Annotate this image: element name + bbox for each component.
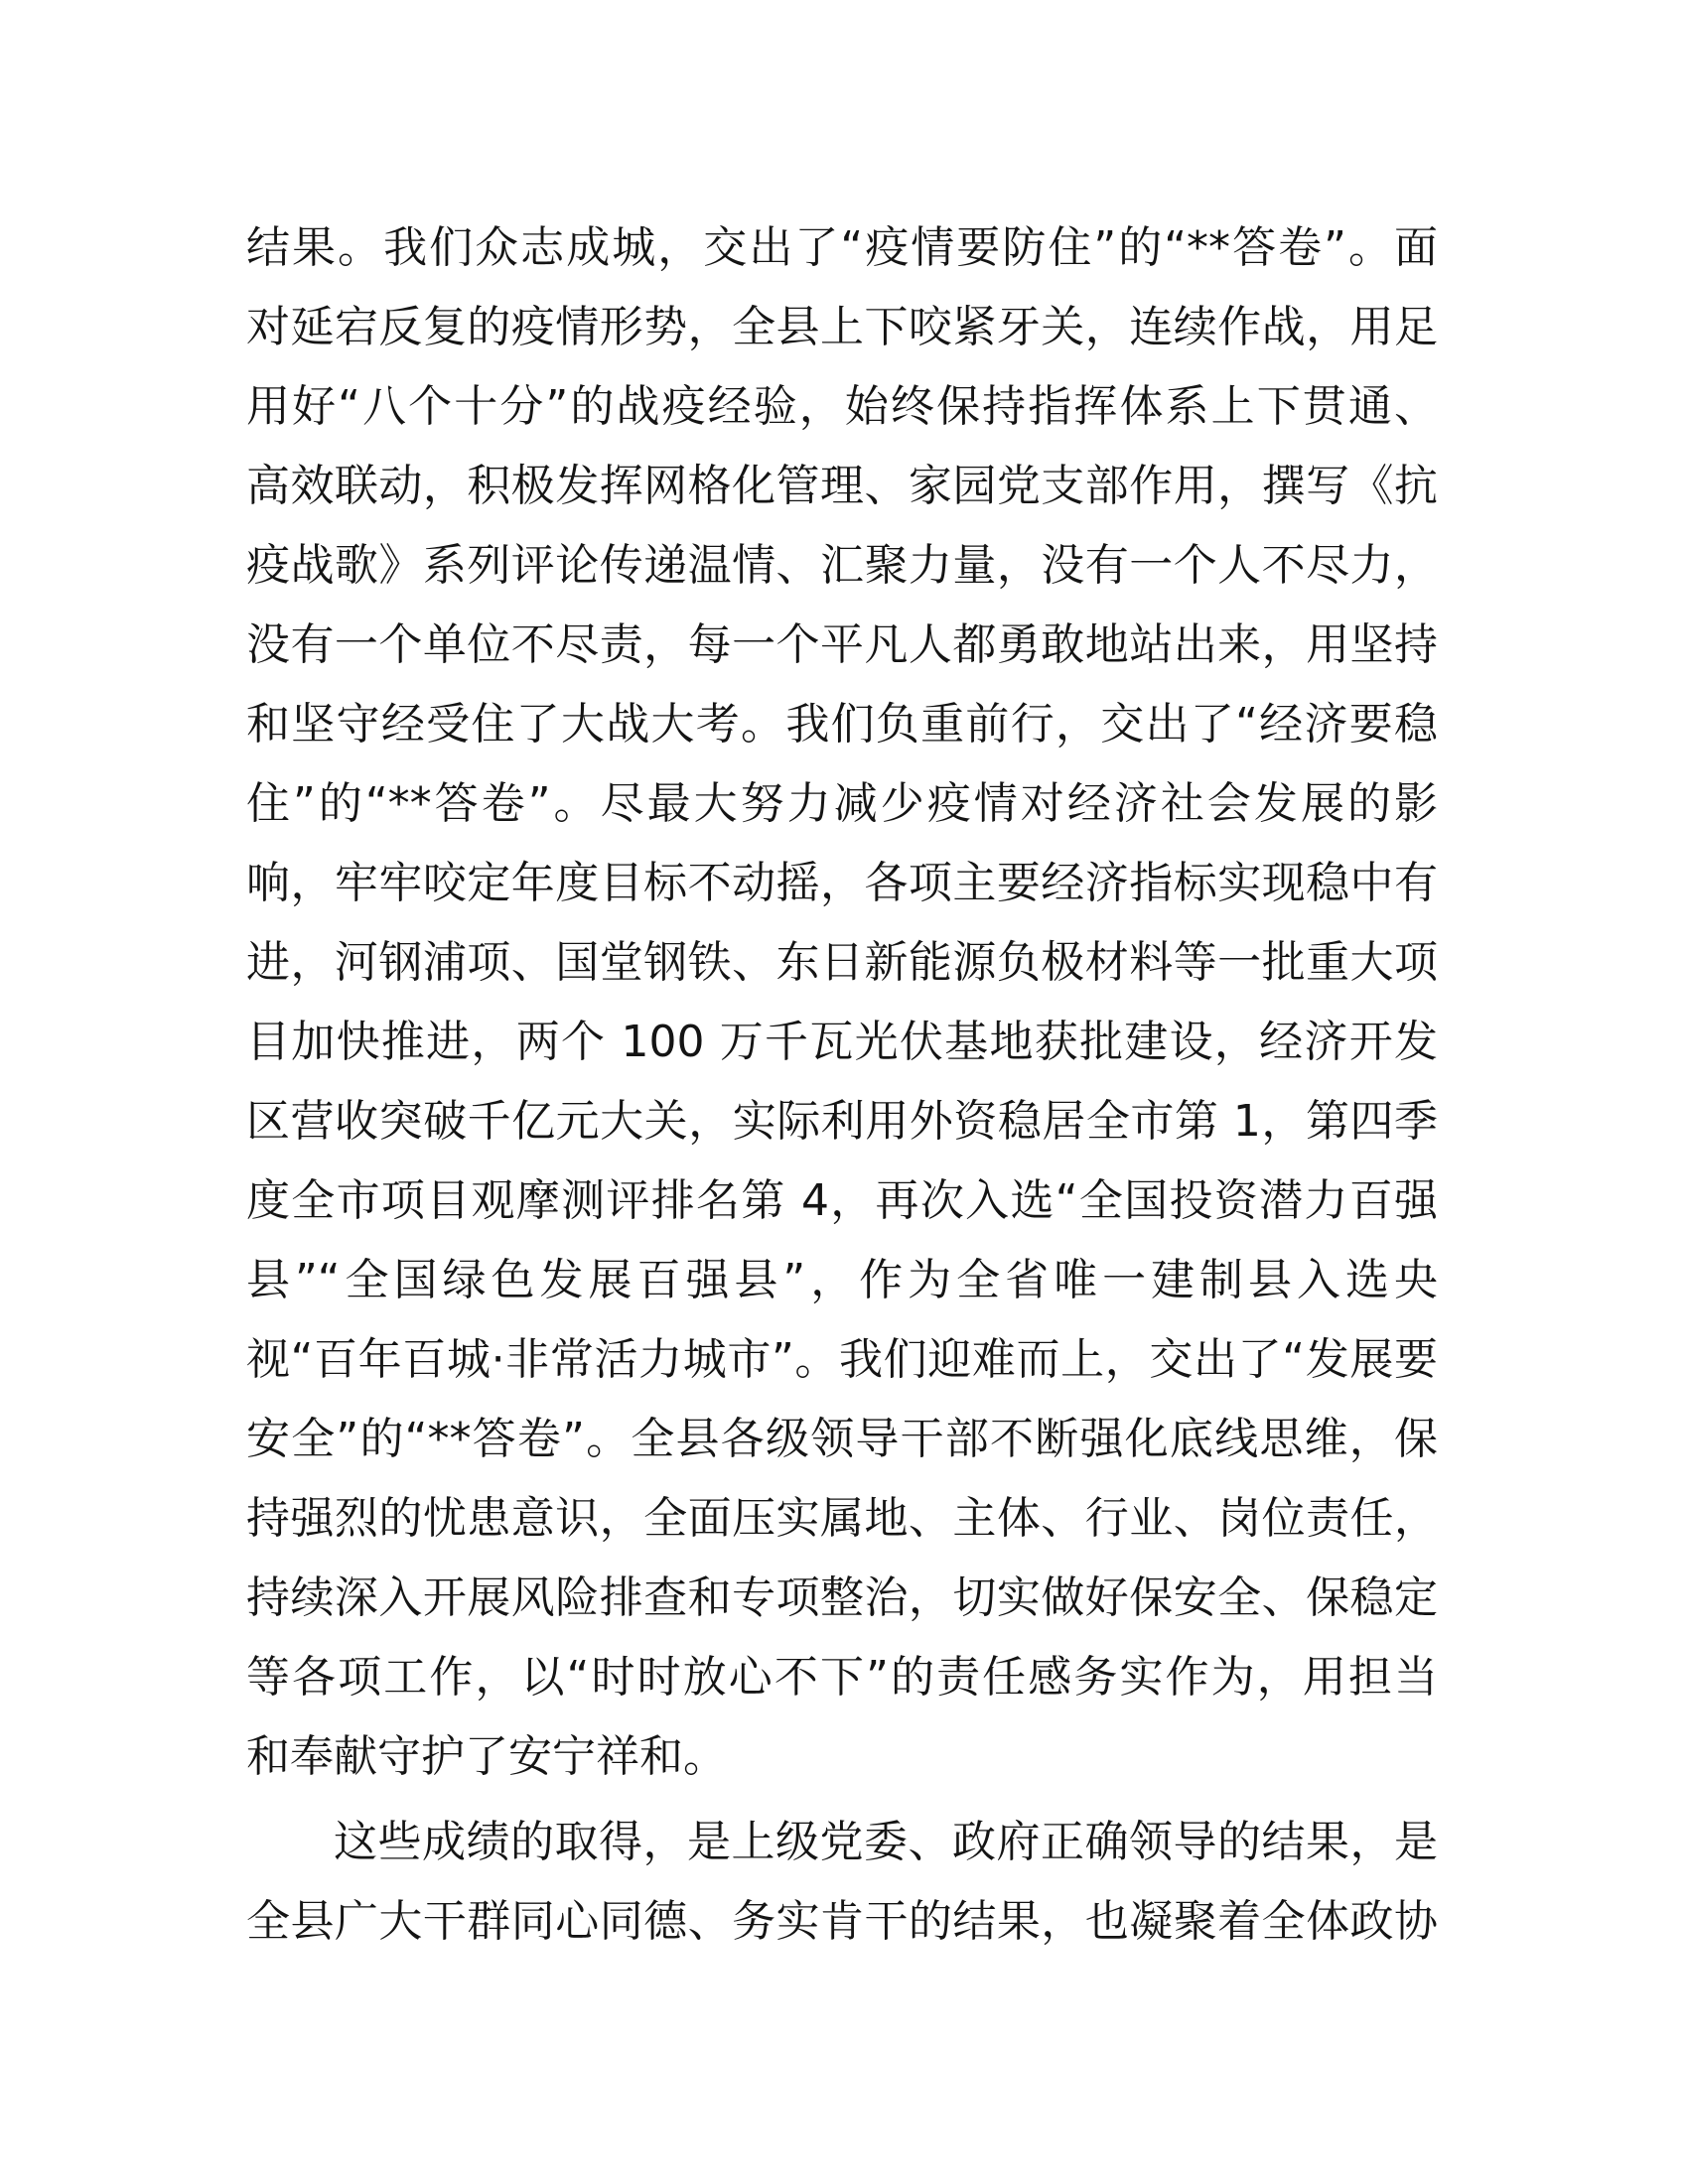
text-line: 安全”的“**答卷”。全县各级领导干部不断强化底线思维，保 (246, 1414, 1438, 1464)
document-body (246, 208, 1438, 1962)
text-line: 等各项工作，以“时时放心不下”的责任感务实作为，用担当 (246, 1652, 1438, 1703)
text-line: 目加快推进，两个 100 万千瓦光伏基地获批建设，经济开发 (246, 1017, 1438, 1067)
text-line: 疫战歌》系列评论传递温情、汇聚力量，没有一个人不尽力， (246, 540, 1438, 591)
text-line: 结果。我们众志成城，交出了“疫情要防住”的“**答卷”。面 (246, 222, 1438, 273)
text-line: 全县广大干群同心同德、务实肯干的结果，也凝聚着全体政协 (246, 1896, 1438, 1947)
text-line: 和坚守经受住了大战大考。我们负重前行，交出了“经济要稳 (246, 699, 1438, 750)
text-line: 高效联动，积极发挥网格化管理、家园党支部作用，撰写《抗 (246, 461, 1438, 511)
text-line: 持强烈的忧患意识，全面压实属地、主体、行业、岗位责任， (246, 1493, 1438, 1544)
text-line: 和奉献守护了安宁祥和。 (246, 1731, 727, 1782)
text-line: 度全市项目观摩测评排名第 4，再次入选“全国投资潜力百强 (246, 1175, 1438, 1226)
text-line: 县”“全国绿色发展百强县”，作为全省唯一建制县入选央 (246, 1255, 1438, 1305)
text-line: 没有一个单位不尽责，每一个平凡人都勇敢地站出来，用坚持 (246, 619, 1438, 670)
text-line: 对延宕反复的疫情形势，全县上下咬紧牙关，连续作战，用足 (246, 302, 1438, 352)
text-line: 进，河钢浦项、国堂钢铁、东日新能源负极材料等一批重大项 (246, 937, 1438, 988)
paragraph-2 (246, 1803, 1438, 1962)
text-line: 区营收突破千亿元大关，实际利用外资稳居全市第 1，第四季 (246, 1096, 1438, 1147)
text-line: 持续深入开展风险排查和专项整治，切实做好保安全、保稳定 (246, 1572, 1438, 1623)
text-line: 用好“八个十分”的战疫经验，始终保持指挥体系上下贯通、 (246, 381, 1438, 432)
text-line: 响，牢牢咬定年度目标不动摇，各项主要经济指标实现稳中有 (246, 858, 1438, 908)
paragraph-1 (246, 208, 1438, 1797)
text-line: 住”的“**答卷”。尽最大努力减少疫情对经济社会发展的影 (246, 778, 1438, 829)
text-line: 这些成绩的取得，是上级党委、政府正确领导的结果，是 (334, 1817, 1438, 1867)
text-line: 视“百年百城·非常活力城市”。我们迎难而上，交出了“发展要 (246, 1334, 1438, 1385)
